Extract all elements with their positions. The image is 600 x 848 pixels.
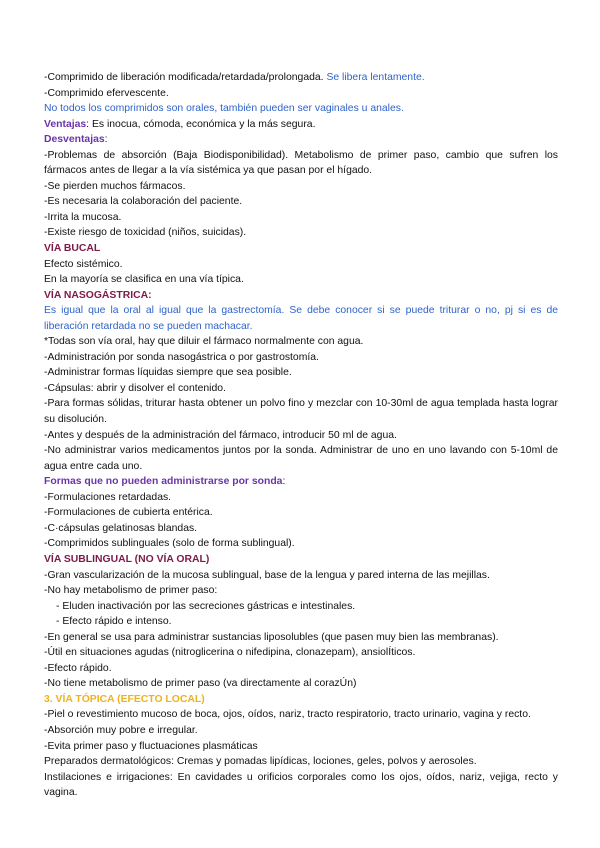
text: -Comprimido de liberación modificada/retardada/prolongada. <box>44 72 327 83</box>
note-paragraph: Es igual que la oral al igual que la gastrectomía. Se debe conocer si se puede triturar o no, pj si es de liberación retardada no se pueden machacar. <box>44 305 558 332</box>
text: : <box>282 476 286 488</box>
note-line: No todos los comprimidos son orales, también pueden ser vaginales u anales. <box>44 103 404 115</box>
text-line: - Efecto rápido e intenso. <box>56 616 172 628</box>
text: : Es inocua, cómoda, económica y la más segura. <box>86 118 316 130</box>
section-heading: 3. VÍA TÓPICA (EFECTO LOCAL) <box>44 693 205 705</box>
section-heading: VÍA BUCAL <box>44 243 101 255</box>
text-line <box>44 117 558 133</box>
paragraph: -Piel o revestimiento mucoso de boca, ojos, oídos, nariz, tracto respiratorio, tracto urinario, vagina y recto. <box>44 709 531 721</box>
text-line: -Cápsulas: abrir y disolver el contenido. <box>44 382 226 394</box>
text-line: -Existe riesgo de toxicidad (niños, suicidas). <box>44 227 247 239</box>
text-line <box>44 132 558 148</box>
document-page <box>44 70 558 801</box>
text-line: En la mayoría se clasifica en una vía típica. <box>44 274 244 286</box>
text-line: -Formulaciones retardadas. <box>44 491 172 503</box>
text-line: -Formulaciones de cubierta entérica. <box>44 507 213 519</box>
desventajas-label: Desventajas <box>44 134 105 146</box>
text-line: -Efecto rápido. <box>44 662 112 674</box>
text-line: -No hay metabolismo de primer paso: <box>44 585 218 597</box>
text-line: -Administrar formas líquidas siempre que sea posible. <box>44 367 292 379</box>
text-line: -Comprimidos sublinguales (solo de forma sublingual). <box>44 538 295 550</box>
text-line: -Antes y después de la administración del fármaco, introducir 50 ml de agua. <box>44 429 397 441</box>
paragraph: -Problemas de absorción (Baja Biodisponibilidad). Metabolismo de primer paso, cambio que sufren los fármacos antes de llegar a la vía sistémica ya que pasan por el hígado. <box>44 149 558 177</box>
text-line <box>44 474 558 490</box>
text-line: -C·cápsulas gelatinosas blandas. <box>44 522 198 534</box>
text-line: -Se pierden muchos fármacos. <box>44 180 186 192</box>
text: : <box>104 134 108 146</box>
text-line <box>44 70 558 86</box>
text-line: Preparados dermatológicos: Cremas y pomadas lipídicas, lociones, geles, polvos y aerosoles. <box>44 756 477 768</box>
text-line: Efecto sistémico. <box>44 258 123 270</box>
text-line: -Comprimido efervescente. <box>44 87 169 99</box>
section-heading: VÍA SUBLINGUAL (NO VÍA ORAL) <box>44 553 210 565</box>
text-line: -Evita primer paso y fluctuaciones plasmáticas <box>44 740 258 752</box>
ventajas-label: Ventajas <box>44 118 87 130</box>
subheading: Formas que no pueden administrarse por sonda <box>44 476 283 488</box>
text-line: -Absorción muy pobre e irregular. <box>44 724 198 736</box>
paragraph: -Para formas sólidas, triturar hasta obtener un polvo fino y mezclar con 10-30ml de agua templada hasta lograr su disolución. <box>44 398 558 426</box>
text-line: -Gran vascularización de la mucosa sublingual, base de la lengua y pared interna de las mejillas. <box>44 569 490 581</box>
text-line: -Administración por sonda nasogástrica o por gastrostomía. <box>44 351 319 363</box>
text-line: -En general se usa para administrar sustancias liposolubles (que pasen muy bien las membranas). <box>44 631 499 643</box>
section-heading: VÍA NASOGÁSTRICA: <box>44 289 152 301</box>
paragraph: -No administrar varios medicamentos juntos por la sonda. Administrar de uno en uno lavando con 5-10ml de agua entre cada uno. <box>44 445 558 472</box>
text-line: -Útil en situaciones agudas (nitroglicerina o nifedipina, clonazepam), ansiolÍticos. <box>44 647 416 659</box>
paragraph: Instilaciones e irrigaciones: En cavidades u orificios corporales como los ojos, oídos, nariz, vejiga, recto y vagina. <box>44 771 558 799</box>
text-line: - Eluden inactivación por las secreciones gástricas e intestinales. <box>56 600 356 612</box>
text-line: -No tiene metabolismo de primer paso (va directamente al corazÚn) <box>44 678 357 690</box>
note-text: Se libera lentamente. <box>326 72 425 83</box>
text-line: -Irrita la mucosa. <box>44 211 122 223</box>
text-line: *Todas son vía oral, hay que diluir el fármaco normalmente con agua. <box>44 336 364 348</box>
text-line: -Es necesaria la colaboración del paciente. <box>44 196 243 208</box>
